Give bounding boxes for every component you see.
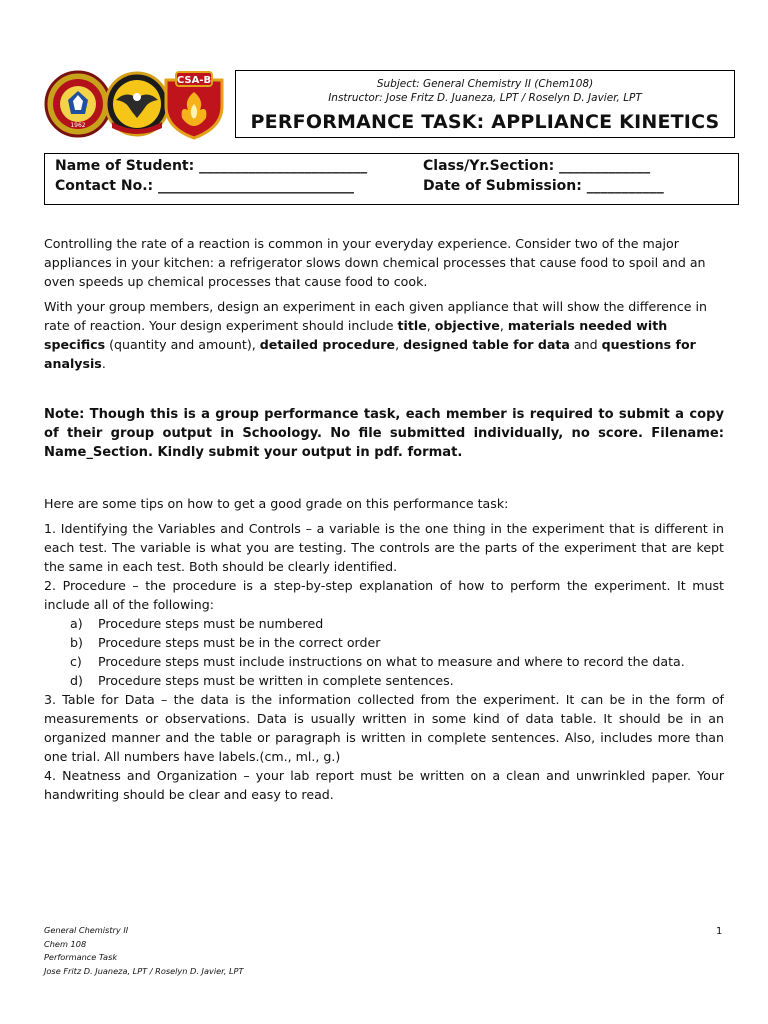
- tip-1: 1. Identifying the Variables and Controls – a variable is the one thing in the experiment that is different in each test. The variable is what you are testing. The controls are the parts of the experiment that are kept the same in each test. Both should be clearly identified.: [44, 521, 724, 574]
- procedure-sub-list: [44, 614, 724, 690]
- subject-line: Subject: General Chemistry II (Chem108): [376, 78, 594, 90]
- school-logos: [44, 70, 234, 140]
- seal-year: 1962: [70, 122, 86, 129]
- document-body: [44, 234, 724, 804]
- note-paragraph: Note: Though this is a group performance task, each member is required to submit a copy of their group output in Schoology. No file submitted individually, no score. Filename: Name_Section. Kindly submit your output in pdf. format.: [44, 407, 724, 460]
- footer-line-task: Performance Task: [44, 952, 118, 962]
- name-of-student-field[interactable]: Name of Student: ________________________: [55, 158, 368, 174]
- info-row-1: [55, 158, 728, 178]
- tip-2: 2. Procedure – the procedure is a step-by-step explanation of how to perform the experiment. It must include all of the following:: [44, 578, 724, 612]
- csa-b-senior-high-school-logo: [160, 70, 228, 140]
- design-text: (quantity and amount),: [105, 337, 260, 352]
- page-number: 1: [716, 926, 723, 937]
- design-separator: ,: [499, 318, 508, 333]
- list-item-text: Procedure steps must be written in complete sentences.: [98, 673, 454, 688]
- list-marker: c): [70, 654, 82, 669]
- list-item-text: Procedure steps must be numbered: [98, 616, 324, 631]
- tips-intro: Here are some tips on how to get a good grade on this performance task:: [44, 496, 509, 511]
- page-title: PERFORMANCE TASK: APPLIANCE KINETICS: [250, 111, 720, 133]
- class-section-field[interactable]: Class/Yr.Section: _____________: [423, 158, 651, 174]
- list-marker: d): [70, 673, 83, 688]
- list-item-text: Procedure steps must include instructions on what to measure and where to record the data.: [98, 654, 685, 669]
- tip-3: 3. Table for Data – the data is the information collected from the experiment. It can be in the form of measurements or observations. Data is usually written in some kind of data table. It should be in an organized manner and the table or paragraph is written in complete sentences. Also, includes more than one trial. All numbers have labels.(cm., ml., g.): [44, 692, 724, 764]
- list-item: [44, 652, 724, 671]
- design-paragraph: [44, 297, 724, 373]
- footer-line-instructors: Jose Fritz D. Juaneza, LPT / Roselyn D. Javier, LPT: [44, 965, 244, 976]
- list-item: [44, 614, 724, 633]
- instructor-line: Instructor: Jose Fritz D. Juaneza, LPT / Roselyn D. Javier, LPT: [328, 92, 642, 104]
- info-row-2: [55, 178, 728, 198]
- design-keyword-materials: materials needed with specifics: [44, 318, 668, 352]
- design-separator: ,: [426, 318, 435, 333]
- contact-number-field[interactable]: Contact No.: ____________________________: [55, 178, 354, 194]
- design-keyword-data-table: designed table for data: [403, 337, 570, 352]
- footer-line-course: General Chemistry II: [44, 925, 129, 935]
- list-marker: a): [70, 616, 83, 631]
- design-separator: and: [569, 337, 602, 352]
- design-keyword-questions: questions for analysis: [44, 337, 696, 371]
- list-item-text: Procedure steps must be in the correct order: [98, 635, 381, 650]
- design-keyword-title: title: [397, 318, 427, 333]
- design-keyword-objective: objective: [434, 318, 500, 333]
- list-item: [44, 633, 724, 652]
- intro-paragraph: Controlling the rate of a reaction is common in your everyday experience. Consider two of the major appliances in your kitchen: a refrigerator slows down chemical processes that cause food to spoil and an oven speeds up chemical processes that cause food to cook.: [44, 236, 706, 289]
- header-box: [235, 70, 735, 138]
- student-info-box: [44, 153, 739, 205]
- list-item: [44, 671, 724, 690]
- design-text: With your group members, design an experiment in each given appliance that will show the difference in rate of reaction. Your design experiment should include: [44, 299, 708, 333]
- design-separator: ,: [395, 337, 404, 352]
- page-footer: [44, 924, 243, 978]
- tip-4: 4. Neatness and Organization – your lab report must be written on a clean and unwrinkled paper. Your handwriting should be clear and easy to read.: [44, 768, 724, 802]
- school-seal-logo: [44, 70, 112, 138]
- logo-text-csa-b: CSA-B: [176, 75, 212, 86]
- list-marker: b): [70, 635, 83, 650]
- footer-line-code: Chem 108: [44, 938, 87, 949]
- date-of-submission-field[interactable]: Date of Submission: ___________: [423, 178, 664, 194]
- design-separator: .: [101, 356, 106, 371]
- design-keyword-procedure: detailed procedure: [259, 337, 396, 352]
